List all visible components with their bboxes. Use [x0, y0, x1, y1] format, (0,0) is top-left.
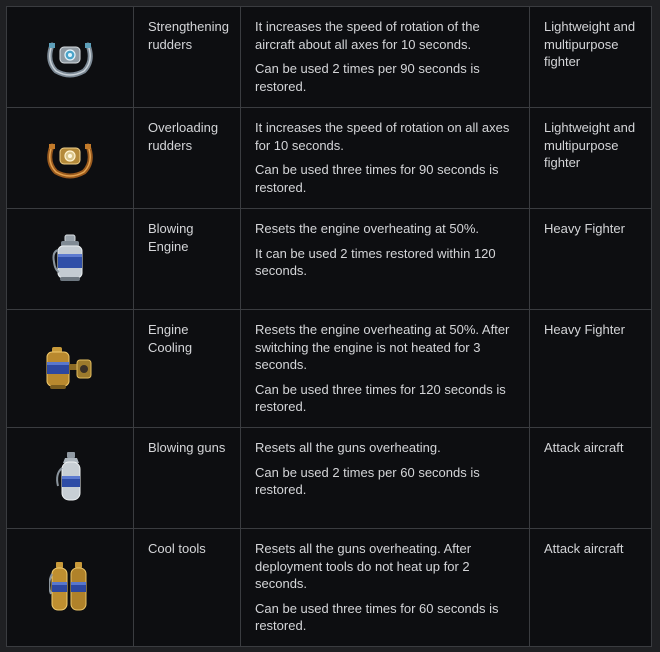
ability-description: It increases the speed of rotation on all axes for 10 seconds.: [255, 120, 510, 153]
ability-name: Strengthening rudders: [134, 7, 241, 108]
icon-cell: [7, 310, 134, 428]
coolant-canister-icon: [50, 232, 90, 286]
ability-name: Blowing Engine: [134, 209, 241, 310]
ability-usage: Can be used three times for 90 seconds is restored.: [255, 162, 499, 195]
aircraft-type: Heavy Fighter: [530, 209, 652, 310]
engine-cooler-icon: [42, 344, 98, 394]
ability-usage: Can be used three times for 120 seconds is restored.: [255, 381, 506, 414]
ability-description: Resets all the guns overheating. After deployment tools do not heat up for 2 seconds.: [255, 541, 472, 591]
ability-description-cell: [241, 428, 530, 529]
twin-cylinders-icon: [49, 560, 91, 616]
table-row: [7, 209, 652, 310]
ability-description-cell: [241, 7, 530, 108]
ability-usage: It can be used 2 times restored within 120 seconds.: [255, 245, 496, 278]
ability-description-cell: [241, 310, 530, 428]
ability-name: Overloading rudders: [134, 108, 241, 209]
ability-name: Cool tools: [134, 529, 241, 647]
icon-cell: [7, 108, 134, 209]
steering-wheel-silver-icon: [44, 35, 96, 79]
aircraft-type: Lightweight and multipurpose fighter: [530, 7, 652, 108]
ability-usage: Can be used 2 times per 60 seconds is restored.: [255, 464, 480, 497]
aircraft-type: Lightweight and multipurpose fighter: [530, 108, 652, 209]
table-row: [7, 428, 652, 529]
icon-cell: [7, 7, 134, 108]
ability-description: Resets all the guns overheating.: [255, 440, 441, 455]
ability-description-cell: [241, 108, 530, 209]
icon-cell: [7, 428, 134, 529]
steering-wheel-gold-icon: [44, 136, 96, 180]
ability-usage: Can be used three times for 60 seconds is restored.: [255, 600, 499, 633]
aircraft-type: Attack aircraft: [530, 529, 652, 647]
table-row: [7, 7, 652, 108]
table-row: [7, 310, 652, 428]
ability-description-cell: [241, 209, 530, 310]
ability-usage: Can be used 2 times per 90 seconds is restored.: [255, 61, 480, 94]
ability-name: Engine Cooling: [134, 310, 241, 428]
ability-description: Resets the engine overheating at 50%.: [255, 221, 480, 236]
ability-description-cell: [241, 529, 530, 647]
icon-cell: [7, 209, 134, 310]
table-row: [7, 529, 652, 647]
icon-cell: [7, 529, 134, 647]
table-row: [7, 108, 652, 209]
ability-description: Resets the engine overheating at 50%. After switching the engine is not heated for 3 seconds.: [255, 322, 510, 372]
abilities-table: [6, 6, 652, 647]
ability-name: Blowing guns: [134, 428, 241, 529]
aircraft-type: Attack aircraft: [530, 428, 652, 529]
ability-description: It increases the speed of rotation of the aircraft about all axes for 10 seconds.: [255, 19, 480, 52]
gas-cylinder-icon: [53, 450, 87, 506]
aircraft-type: Heavy Fighter: [530, 310, 652, 428]
